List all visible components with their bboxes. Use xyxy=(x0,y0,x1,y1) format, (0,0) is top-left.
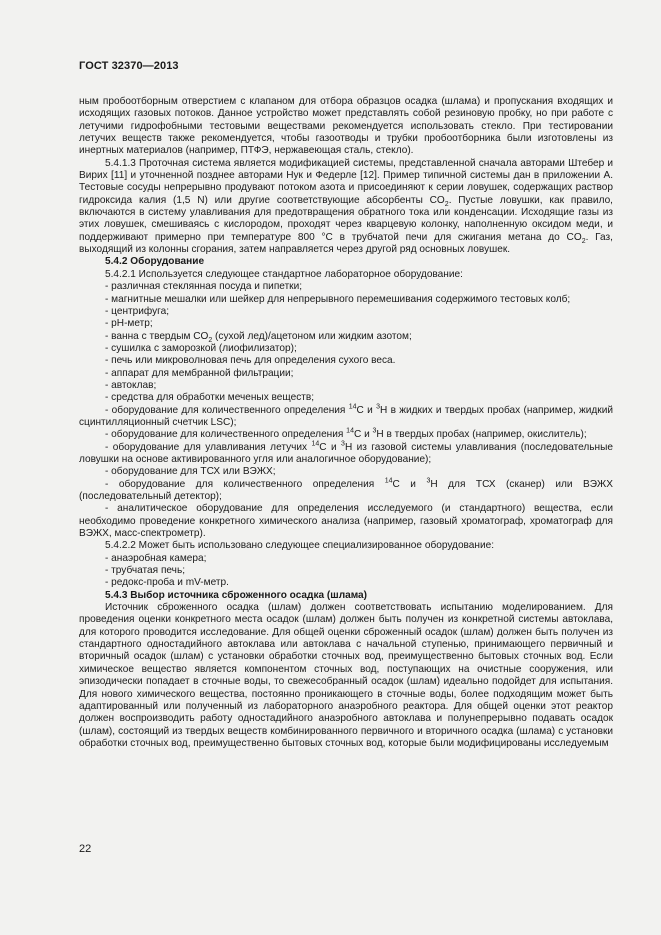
list-item: - магнитные мешалки или шейкер для непрерывного перемешивания содержимого тестовых колб; xyxy=(105,293,571,305)
paragraph: 5.4.1.3 Проточная система является модификацией системы, представленной сначала авторами Штебер и Вирих [11] и уточненной позднее авторами Нук и Федерле [12]. Пример типичной системы дан в приложении А. Тестовые сосуды непрерывно продувают потоком азота и присоединяют к серии ловушек, содержащих раствор гидроксида калия (1,5 N) или другие соответствующие абсорбенты $CO_2$. Пустые ловушки, как правило, включаются в систему улавливания для предотвращения обратного тока или конденсации. Исходящие газы из этих ловушек, смешиваясь с кислородом, проходят через кварцевую колонку, наполненную оксидом меди, и поддерживают примерно при температуре 800 °С в трубчатой печи для сжигания метана до $CO_2$. Газ, выходящий из колонны сгорания, затем направляется через другой ряд основных ловушек. xyxy=(79,157,613,256)
list-item: - автоклав; xyxy=(105,379,157,391)
list-item: - различная стеклянная посуда и пипетки; xyxy=(105,281,303,293)
list-item: - оборудование для ТСХ или ВЭЖХ; xyxy=(105,466,276,478)
paragraph: - оборудование для количественного определения $^{14}$С и $^3$Н для ТСХ (сканер) или ВЭЖХ (последовательный детектор); xyxy=(79,477,613,502)
section-heading: 5.4.2 Оборудование xyxy=(105,256,205,268)
paragraph: ным пробоотборным отверстием с клапаном для отбора образцов осадка (шлама) и пропускания входящих и исходящих газовых потоков. Данное устройство может представлять собой резиновую пробку, но при работе с летучими гидрофобными тестовыми веществами рекомендуется использовать стекло. При тестировании летучих веществ также рекомендуется, чтобы газоотводы и трубки пробоотборника были изготовлены из инертных материалов (например, ПТФЭ, нержавеющая сталь, стекло). xyxy=(79,96,613,157)
list-item: - анаэробная камера; xyxy=(105,552,207,564)
paragraph: Источник сброженного осадка (шлам) должен соответствовать испытанию моделированием. Для проведения оценки конкретного места осадок (шлам) должен быть получен из конкретной системы автоклава, для которого проводится исследование. Для общей оценки сброженный осадок (шлам) должен быть получен из стандартного одностадийного автоклава или автоклава с начальной ступенью, принимающего первичный и вторичный осадок (шлам) с установки обработки сточных вод, преимущественно бытовых сточных вод. Если химическое вещество является компонентом сточных вод, поступающих на очистные сооружения, или эпизодически попадает в сточные воды, то свежесобранный осадок (шлам) идеально подойдет для испытания. Для нового химического вещества, постоянно проникающего в сточные воды, более подходящим может быть адаптированный или полученный из лабораторного анаэробного реактора. Для общей оценки этот реактор должен воспроизводить работу одностадийного анаэробного автоклава и полунепрерывно подавать осадок (шлам), состоящий из твердых веществ комбинированного первичного и вторичного осадка (шлама) с установки обработки сточных вод, преимущественно бытовых сточных вод, которые были модифицированы исследуемым xyxy=(79,602,613,749)
document-header: ГОСТ 32370—2013 xyxy=(79,60,179,72)
document-body xyxy=(79,96,613,750)
paragraph: - оборудование для улавливания летучих $^{14}$С и $^3$Н из газовой системы улавливания (последовательные ловушки на основе активированного угля или аналогичное оборудование); xyxy=(79,440,613,465)
paragraph: 5.4.2.1 Используется следующее стандартное лабораторное оборудование: xyxy=(105,268,463,280)
list-item: - pH-метр; xyxy=(105,318,153,330)
list-item: - печь или микроволновая печь для определения сухого веса. xyxy=(105,355,396,367)
list-item: - редокс-проба и mV-метр. xyxy=(105,577,229,589)
paragraph: - оборудование для количественного определения $^{14}$С и $^3$Н в жидких и твердых пробах (например, жидкий сцинтилляционный счетчик LSC); xyxy=(79,403,613,428)
paragraph: 5.4.2.2 Может быть использовано следующее специализированное оборудование: xyxy=(105,540,495,552)
list-item: - ванна с твердым $CO_2$ (сухой лед)/ацетоном или жидким азотом; xyxy=(105,330,412,344)
section-heading: 5.4.3 Выбор источника сброженного осадка (шлама) xyxy=(105,589,368,601)
paragraph: - оборудование для количественного определения $^{14}$С и $^3$Н в твердых пробах (например, окислитель); xyxy=(105,427,587,441)
list-item: - средства для обработки меченых веществ; xyxy=(105,392,315,404)
list-item: - центрифуга; xyxy=(105,305,170,317)
list-item: - трубчатая печь; xyxy=(105,565,186,577)
list-item: - аппарат для мембранной фильтрации; xyxy=(105,367,294,379)
paragraph: - аналитическое оборудование для определения исследуемого (и стандартного) вещества, если необходимо проведение конкретного химического анализа (например, газовый хроматограф, хроматограф для ВЭЖХ, масс-спектрометр). xyxy=(79,503,613,540)
page-number: 22 xyxy=(79,843,92,855)
list-item: - сушилка с заморозкой (лиофилизатор); xyxy=(105,342,297,354)
